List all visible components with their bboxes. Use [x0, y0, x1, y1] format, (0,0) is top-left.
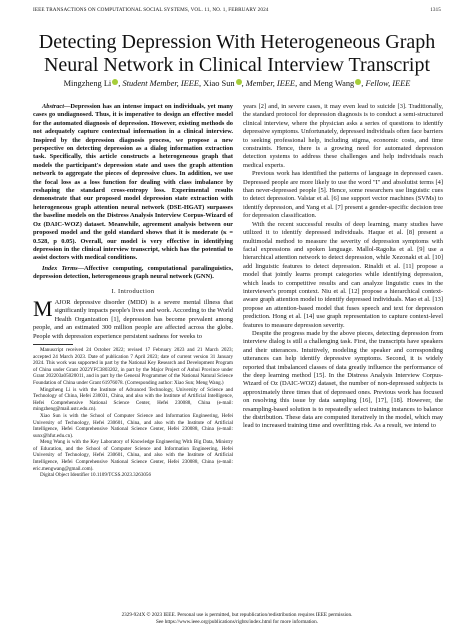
doi-line: Digital Object Identifier 10.1109/TCSS.2023.3263056 [40, 472, 152, 479]
intro-text: depressive disorder (MDD) is a severe mental illness that significantly impacts people's lives and work. According to the World Health Organization [1], depression has become prevalent among people, and an estimated 300 million people are affected across the globe. People with depression experience persistent sadness for weeks to [33, 298, 233, 340]
author-2: Xiao Sun [203, 79, 235, 88]
intro-paragraph [33, 295, 233, 341]
index-terms-text: —Affective computing, computational paralinguistics, depression detection, heterogeneous graph neural network (GNN). [33, 264, 233, 281]
orcid-icon[interactable] [355, 79, 361, 85]
orcid-icon[interactable] [236, 79, 242, 85]
copyright-line: 2329-924X © 2023 IEEE. Personal use is permitted, but republication/redistribution requires IEEE permission. [121, 612, 353, 618]
footnote-author-3: Meng Wang is with the Key Laboratory of Knowledge Engineering With Big Data, Ministry of Education, and the School of Computer Science and Information Engineering, Hefei University of Technology, Hefei 230601, China, and also with the Institute of Artificial Intelligence, Hefei Comprehensive National Science Center, Hefei 230088, China (e-mail: eric.mengwang@gmail.com). [33, 439, 233, 472]
author-3: and Meng Wang [299, 79, 355, 88]
footnote-manuscript: Manuscript received 24 October 2022; revised 17 February 2023 and 21 March 2023; accepted 24 March 2023. Date of publication 7 April 2023; date of current version 31 January 2024. This work was supported in part by the National Key Research and Development Program of China under Grant 2022YFC3803202, in part by the Major Project of Anhui Province under Grant 202203a05020011, and in part by the General Programmer of the National Natural Science Foundation of China under Grant 61976078. (Corresponding author: Xiao Sun; Meng Wang.) [33, 346, 233, 386]
footnote-divider [33, 344, 73, 345]
copyright-footer [20, 612, 454, 626]
author-1-role: Student Member, IEEE [122, 79, 199, 88]
left-column [33, 103, 233, 479]
title-line-2: Neural Network in Clinical Interview Transcript [43, 54, 431, 76]
author-1: Mingzheng Li [63, 79, 112, 88]
section-heading-introduction: I. Introduction [111, 287, 155, 295]
footnote-author-1: Mingzheng Li is with the Institute of Advanced Technology, University of Science and Technology of China, Hefei 230031, China, and also with the Institute of Artificial Intelligence, Hefei Comprehensive National Science Center, Hefei 230088, China (e-mail: mingzheng@mail.ustc.edu.cn). [33, 386, 233, 413]
body-paragraph: With the recent successful results of deep learning, many studies have utilized it to identify depressed individuals. Haque et al. [8] present a multimodal method to measure the severity of depression symptoms with facial expressions and spoken language. Mallol-Ragolta et al. [9] use a hierarchical attention network to detect depression, while Xezonaki et al. [10] add linguistic features to detect depression. Rinaldi et al. [11] propose a model that jointly learns prompt categories while identifying depression, which leads to competitive results and can analyze linguistic cues in the interviewer's prompt context. Niu et al. [12] propose a hierarchical context-aware graph attention model to identify depressed individuals. Mao et al. [13] propose an attention-based model that fuses speech and text for depression prediction. Hong et al. [14] use graph representation to capture context-level features to measure depression severity. [243, 220, 443, 329]
abstract-text: —Depression has an intense impact on individuals, yet many cases go undiagnosed. Thus, it is imperative to design an effective model for the automated diagnosis of depression. However, existing methods do not adequately capture contextual information in a clinical interview. Inspired by the depression diagnosis process, we propose a new perspective on detecting depression as a dialog information extraction task. Specifically, this article constructs a heterogeneous graph that models the participant's depression state and uses the graph attention network to aggregate the pieces of depressive clues. In addition, we use the focal loss as a loss function for dealing with class imbalance by reshaping the standard cross-entropy loss. Experimental results demonstrate that our proposed model depression state extraction with heterogeneous graph attention neural network (DSE-HGAT) surpasses the baseline models on the Distress Analysis Interview Corpus-Wizard of Oz (DAIC-WOZ) dataset. Meanwhile, agreement analysis between our proposed model and the gold standard shows that it is moderate (κ = 0.528, p 0.05). Overall, our model is very effective in identifying depression in the clinical interview transcript, which has the potential to assist doctors with medical conditions. [33, 103, 233, 262]
page-number: 1315 [430, 7, 441, 13]
abstract-label: Abstract [42, 103, 65, 110]
author-list: Mingzheng Li , Student Member, IEEE, Xiao Sun , Member, IEEE, and Meng Wang , Fellow, IEEE [63, 79, 411, 88]
body-paragraph: Despite the progress made by the above pieces, detecting depression from interview dialog is still a challenging task. First, the transcripts have speakers and their utterances. Intuitively, modeling the speaker and corresponding utterances can help identify depressive symptoms. Second, it is widely reported that imbalanced classes of data greatly influence the performance of the deep learning method [15]. In the Distress Analysis Interview Corpus-Wizard of Oz (DAIC-WOZ) dataset, the number of non-depressed subjects is approximately three times that of depressed ones. Previous work has focused on resolving this issue by data sampling [16], [17], [18]. However, the resampling-based solution is to repeatedly select training instances to balance the distribution. These data are computed iteratively in the model, which may lead to increased training time and overfitting risk. As a result, we intend to [243, 329, 443, 430]
author-2-role: Member, IEEE [245, 79, 296, 88]
footnote-author-2: Xiao Sun is with the School of Computer Science and Information Engineering, Hefei University of Technology, Hefei 230601, China, and also with the Institute of Artificial Intelligence, Hefei Comprehensive National Science Center, Hefei 230088, China (e-mail: sunx@hfut.edu.cn). [33, 412, 233, 439]
journal-name: IEEE TRANSACTIONS ON COMPUTATIONAL SOCIAL SYSTEMS, VOL. 11, NO. 1, FEBRUARY 2024 [33, 7, 269, 13]
title-line-1: Detecting Depression With Heterogeneous Graph [38, 31, 436, 53]
footnotes [33, 347, 233, 479]
rights-link-line: See https://www.ieee.org/publications/rights/index.html for more information. [155, 618, 319, 625]
paper-title [20, 31, 454, 77]
author-3-role: Fellow, IEEE [365, 79, 411, 88]
intro-lead-word: AJOR [54, 298, 71, 306]
index-terms-label: Index Terms [42, 264, 78, 272]
right-column [243, 103, 443, 431]
drop-cap: M [33, 295, 53, 321]
body-paragraph: years [2] and, in severe cases, it may even lead to suicide [3]. Traditionally, the standard protocol for depression diagnosis is to conduct a semi-structured clinical interview, where the physician asks a series of questions to identify depressive symptoms. Unfortunately, depressed individuals often face barriers to seeking professional help, including stigma, economic costs, and time constraints. Hence, there is a growing need for automated depression detection systems to address these challenges and help individuals reach medical experts. [243, 103, 443, 169]
orcid-icon[interactable] [112, 79, 118, 85]
body-paragraph: Previous work has identified the patterns of language in depressed cases. Depressed people are more likely to use the word "I" and absolutist terms [4] than never-depressed people [5]. Hence, some researchers use linguistic cues to detect depression. Valstar et al. [6] use support vector machines (SVMs) to identify depression, and Yang et al. [7] present a gender-specific decision tree for depression classification. [243, 170, 443, 220]
abstract [33, 103, 233, 263]
index-terms [33, 265, 233, 282]
